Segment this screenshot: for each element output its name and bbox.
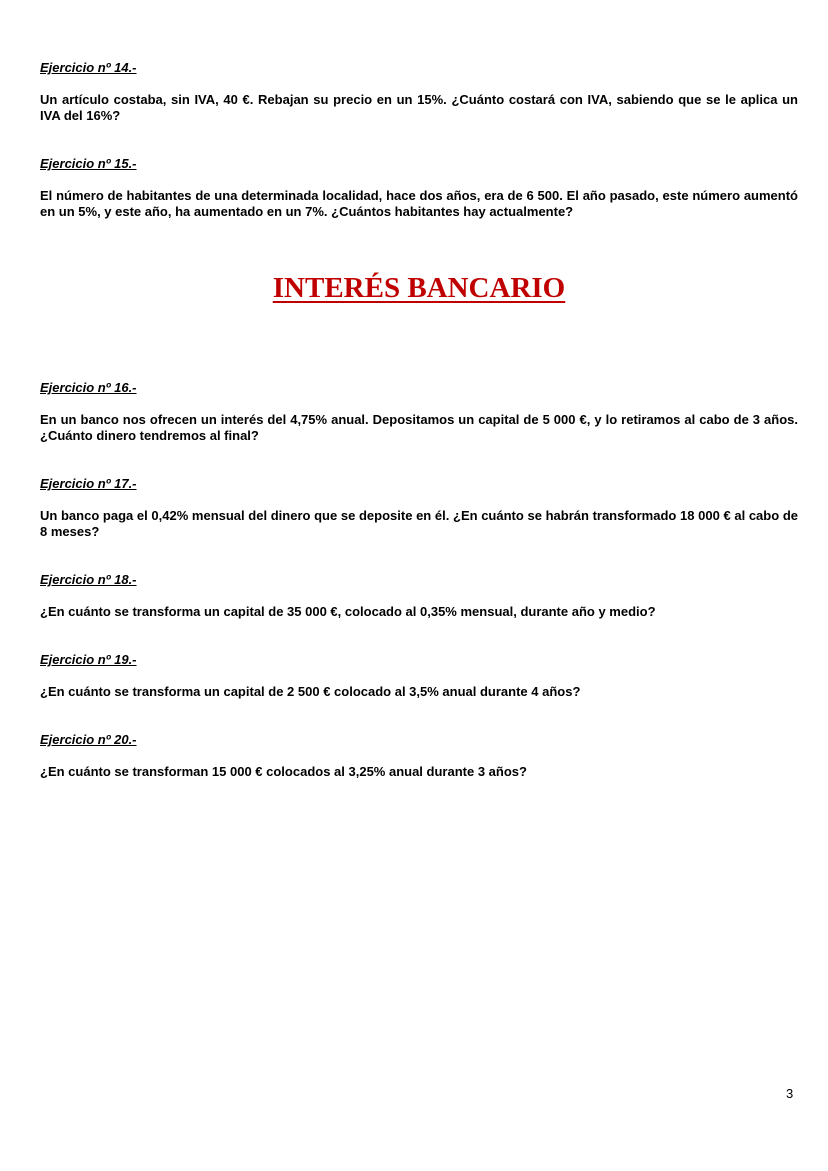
- exercise-17-heading: Ejercicio nº 17.-: [40, 476, 137, 491]
- exercise-19-heading: Ejercicio nº 19.-: [40, 652, 137, 667]
- exercise-16-text: En un banco nos ofrecen un interés del 4,75% anual. Depositamos un capital de 5 000 €, y lo retiramos al cabo de 3 años. ¿Cuánto dinero tendremos al final?: [40, 412, 798, 443]
- exercise-16-heading: Ejercicio nº 16.-: [40, 380, 137, 395]
- exercise-20-text: ¿En cuánto se transforman 15 000 € colocados al 3,25% anual durante 3 años?: [40, 764, 527, 779]
- exercise-18-text: ¿En cuánto se transforma un capital de 35 000 €, colocado al 0,35% mensual, durante año y medio?: [40, 604, 656, 619]
- exercise-14-heading: Ejercicio nº 14.-: [40, 60, 137, 75]
- exercise-20-heading: Ejercicio nº 20.-: [40, 732, 137, 747]
- page-number: 3: [786, 1086, 794, 1101]
- exercise-18-heading: Ejercicio nº 18.-: [40, 572, 137, 587]
- exercise-14-text: Un artículo costaba, sin IVA, 40 €. Rebajan su precio en un 15%. ¿Cuánto costará con IVA, sabiendo que se le aplica un IVA del 16%?: [40, 92, 798, 123]
- section-title: INTERÉS BANCARIO: [272, 272, 566, 304]
- exercise-15-heading: Ejercicio nº 15.-: [40, 156, 137, 171]
- exercise-19-text: ¿En cuánto se transforma un capital de 2 500 € colocado al 3,5% anual durante 4 años?: [40, 684, 581, 699]
- exercise-15-text: El número de habitantes de una determinada localidad, hace dos años, era de 6 500. El año pasado, este número aumentó en un 5%, y este año, ha aumentado en un 7%. ¿Cuántos habitantes hay actualmente?: [40, 188, 798, 219]
- exercise-17-text: Un banco paga el 0,42% mensual del dinero que se deposite en él. ¿En cuánto se habrán transformado 18 000 € al cabo de 8 meses?: [40, 508, 798, 539]
